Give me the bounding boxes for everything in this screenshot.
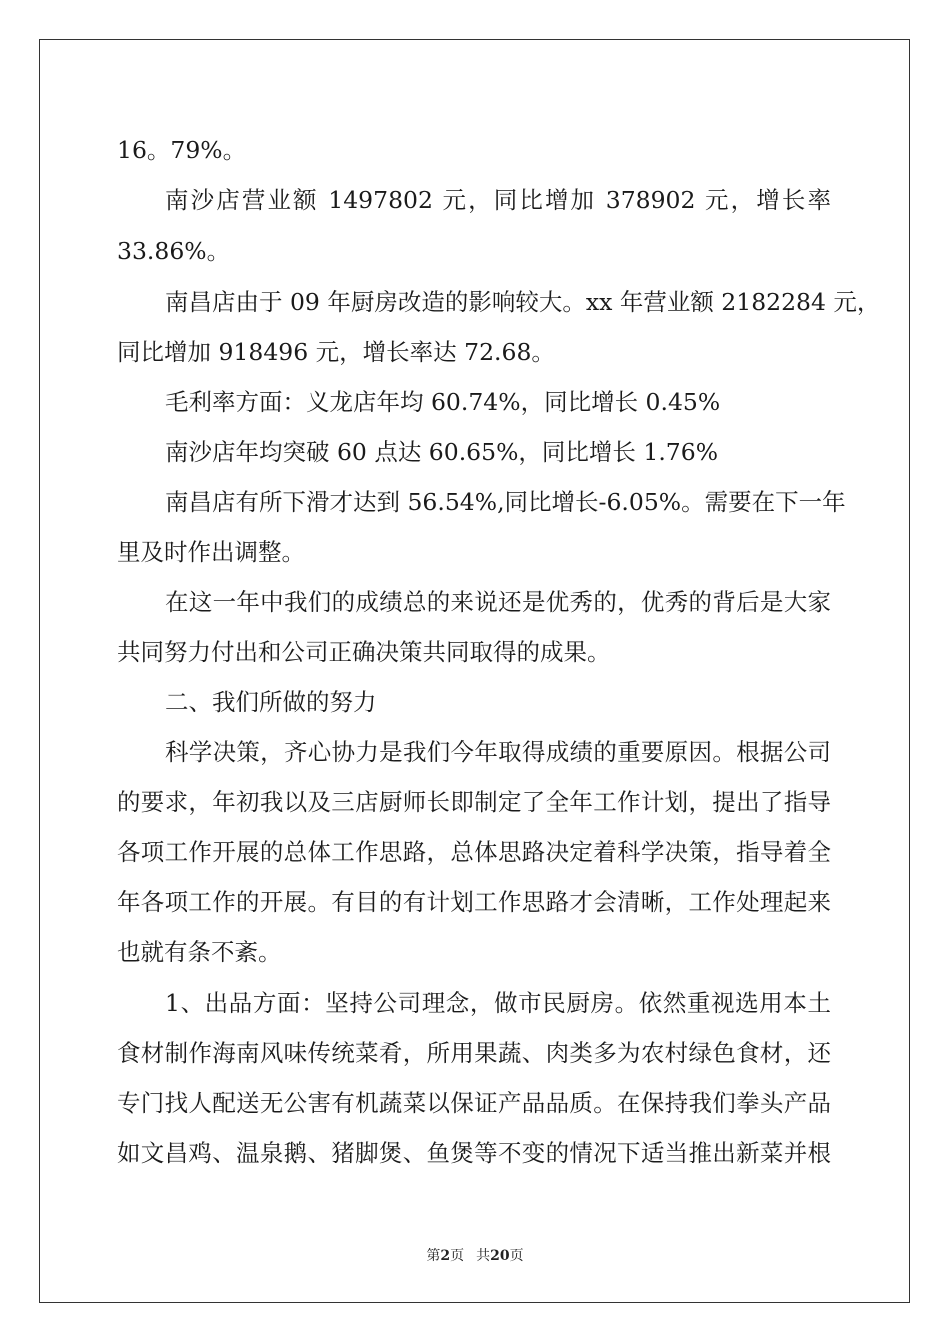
text-line: 年各项工作的开展。有目的有计划工作思路才会清晰，工作处理起来 (117, 888, 831, 916)
text-line: 科学决策，齐心协力是我们今年取得成绩的重要原因。根据公司 (165, 738, 831, 766)
text-line: 在这一年中我们的成绩总的来说还是优秀的，优秀的背后是大家 (165, 588, 831, 616)
text-line: 也就有条不紊。 (117, 938, 282, 966)
text-line: 各项工作开展的总体工作思路，总体思路决定着科学决策，指导着全 (117, 838, 831, 866)
text-line: 1、出品方面：坚持公司理念，做市民厨房。依然重视选用本土 (165, 989, 831, 1017)
total-pages: 20 (490, 1248, 510, 1264)
page-suffix: 页 (450, 1248, 465, 1264)
page-prefix: 第 (426, 1248, 441, 1264)
page-footer (0, 1246, 950, 1266)
text-line: 南昌店由于 09 年厨房改造的影响较大。xx 年营业额 2182284 元， (165, 288, 881, 316)
text-line: 里及时作出调整。 (117, 538, 305, 566)
text-line: 毛利率方面：义龙店年均 60.74%，同比增长 0.45% (165, 388, 721, 416)
text-line: 共同努力付出和公司正确决策共同取得的成果。 (117, 638, 611, 666)
total-suffix: 页 (509, 1248, 524, 1264)
text-line: 南沙店营业额 1497802 元，同比增加 378902 元，增长率 (165, 186, 831, 214)
text-line: 33.86%。 (117, 237, 231, 265)
total-prefix: 共 (476, 1248, 491, 1264)
text-line: 食材制作海南风味传统菜肴，所用果蔬、肉类多为农村绿色食材，还 (117, 1039, 831, 1067)
text-line: 的要求，年初我以及三店厨师长即制定了全年工作计划，提出了指导 (117, 788, 831, 816)
page-number: 2 (440, 1248, 451, 1264)
text-line: 同比增加 918496 元，增长率达 72.68。 (117, 338, 555, 366)
text-line: 16。79%。 (117, 136, 247, 164)
text-line: 南沙店年均突破 60 点达 60.65%，同比增长 1.76% (165, 438, 719, 466)
text-line: 专门找人配送无公害有机蔬菜以保证产品品质。在保持我们拳头产品 (117, 1089, 831, 1117)
text-line: 南昌店有所下滑才达到 56.54%,同比增长-6.05%。需要在下一年 (165, 488, 846, 516)
section-heading: 二、我们所做的努力 (165, 688, 377, 716)
text-line: 如文昌鸡、温泉鹅、猪脚煲、鱼煲等不变的情况下适当推出新菜并根 (117, 1139, 831, 1167)
